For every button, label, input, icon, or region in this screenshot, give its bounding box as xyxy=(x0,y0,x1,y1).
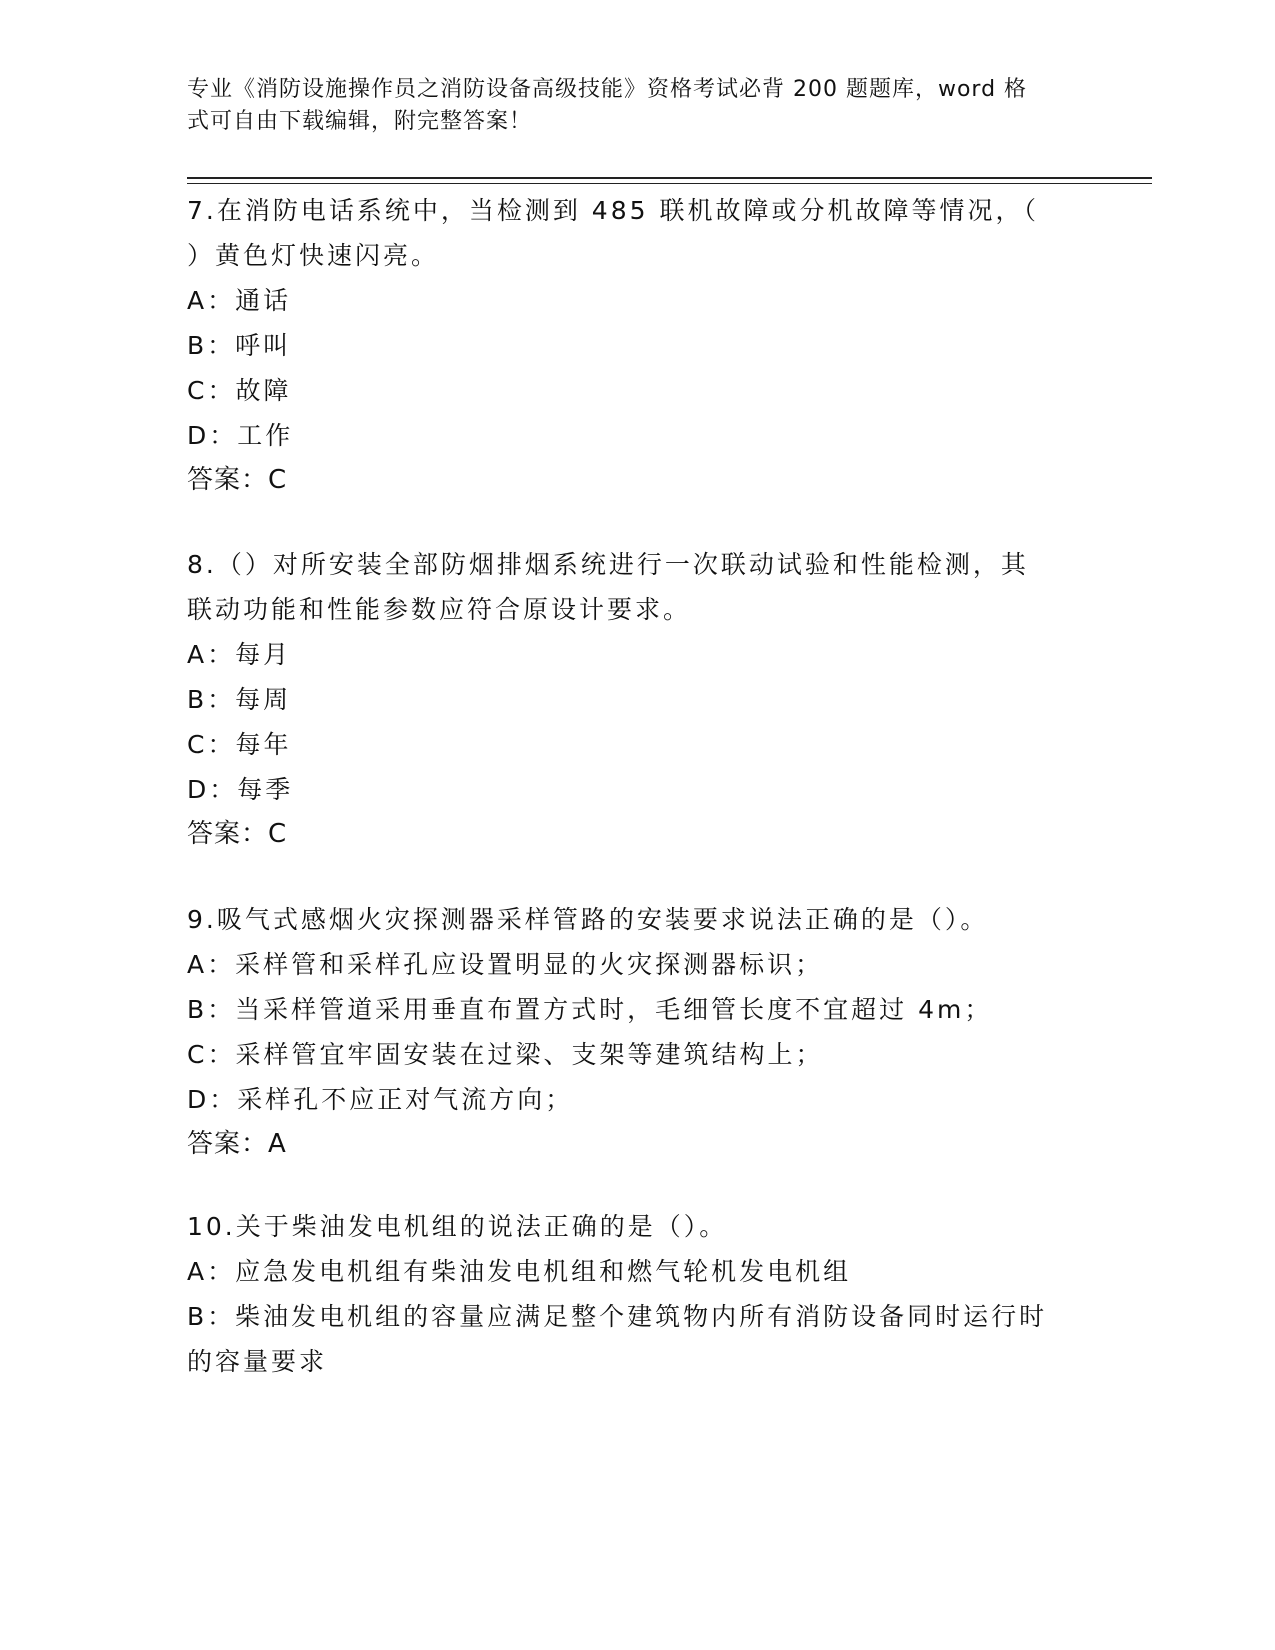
question-9 xyxy=(187,897,1087,1167)
option-b: B：每周 xyxy=(187,685,292,714)
option-b: B：当采样管道采用垂直布置方式时，毛细管长度不宜超过 4m； xyxy=(187,995,993,1024)
answer: 答案：C xyxy=(187,465,288,495)
header-line-2: 式可自由下载编辑，附完整答案！ xyxy=(187,109,533,134)
question-text: 联动功能和性能参数应符合原设计要求。 xyxy=(187,595,692,624)
option-a: A：每月 xyxy=(187,640,292,669)
answer: 答案：A xyxy=(187,1129,287,1159)
question-10 xyxy=(187,1204,1087,1384)
question-text: 8.（）对所安装全部防烟排烟系统进行一次联动试验和性能检测，其 xyxy=(187,550,1029,579)
answer: 答案：C xyxy=(187,819,288,849)
question-text: 9.吸气式感烟火灾探测器采样管路的安装要求说法正确的是（）。 xyxy=(187,905,989,934)
option-a: A：采样管和采样孔应设置明显的火灾探测器标识； xyxy=(187,950,824,979)
document-header xyxy=(187,74,1077,138)
question-7 xyxy=(187,188,1087,503)
question-text: ）黄色灯快速闪亮。 xyxy=(187,241,440,270)
option-c: C：每年 xyxy=(187,730,292,759)
header-divider xyxy=(187,177,1152,179)
option-c: C：故障 xyxy=(187,376,292,405)
option-a: A：应急发电机组有柴油发电机组和燃气轮机发电机组 xyxy=(187,1257,852,1286)
option-c: C：采样管宜牢固安装在过梁、支架等建筑结构上； xyxy=(187,1040,824,1069)
header-divider-thin xyxy=(187,183,1152,184)
option-b: B：柴油发电机组的容量应满足整个建筑物内所有消防设备同时运行时 xyxy=(187,1302,1048,1331)
question-text: 10.关于柴油发电机组的说法正确的是（）。 xyxy=(187,1212,728,1241)
question-8 xyxy=(187,542,1087,857)
option-b-continued: 的容量要求 xyxy=(187,1347,328,1376)
option-d: D：采样孔不应正对气流方向； xyxy=(187,1085,574,1114)
option-d: D：工作 xyxy=(187,421,294,450)
question-text: 7.在消防电话系统中，当检测到 485 联机故障或分机故障等情况，（ xyxy=(187,196,1039,225)
header-line-1: 专业《消防设施操作员之消防设备高级技能》资格考试必背 200 题题库，word 格 xyxy=(187,77,1028,102)
option-a: A：通话 xyxy=(187,286,292,315)
option-b: B：呼叫 xyxy=(187,331,292,360)
option-d: D：每季 xyxy=(187,775,294,804)
